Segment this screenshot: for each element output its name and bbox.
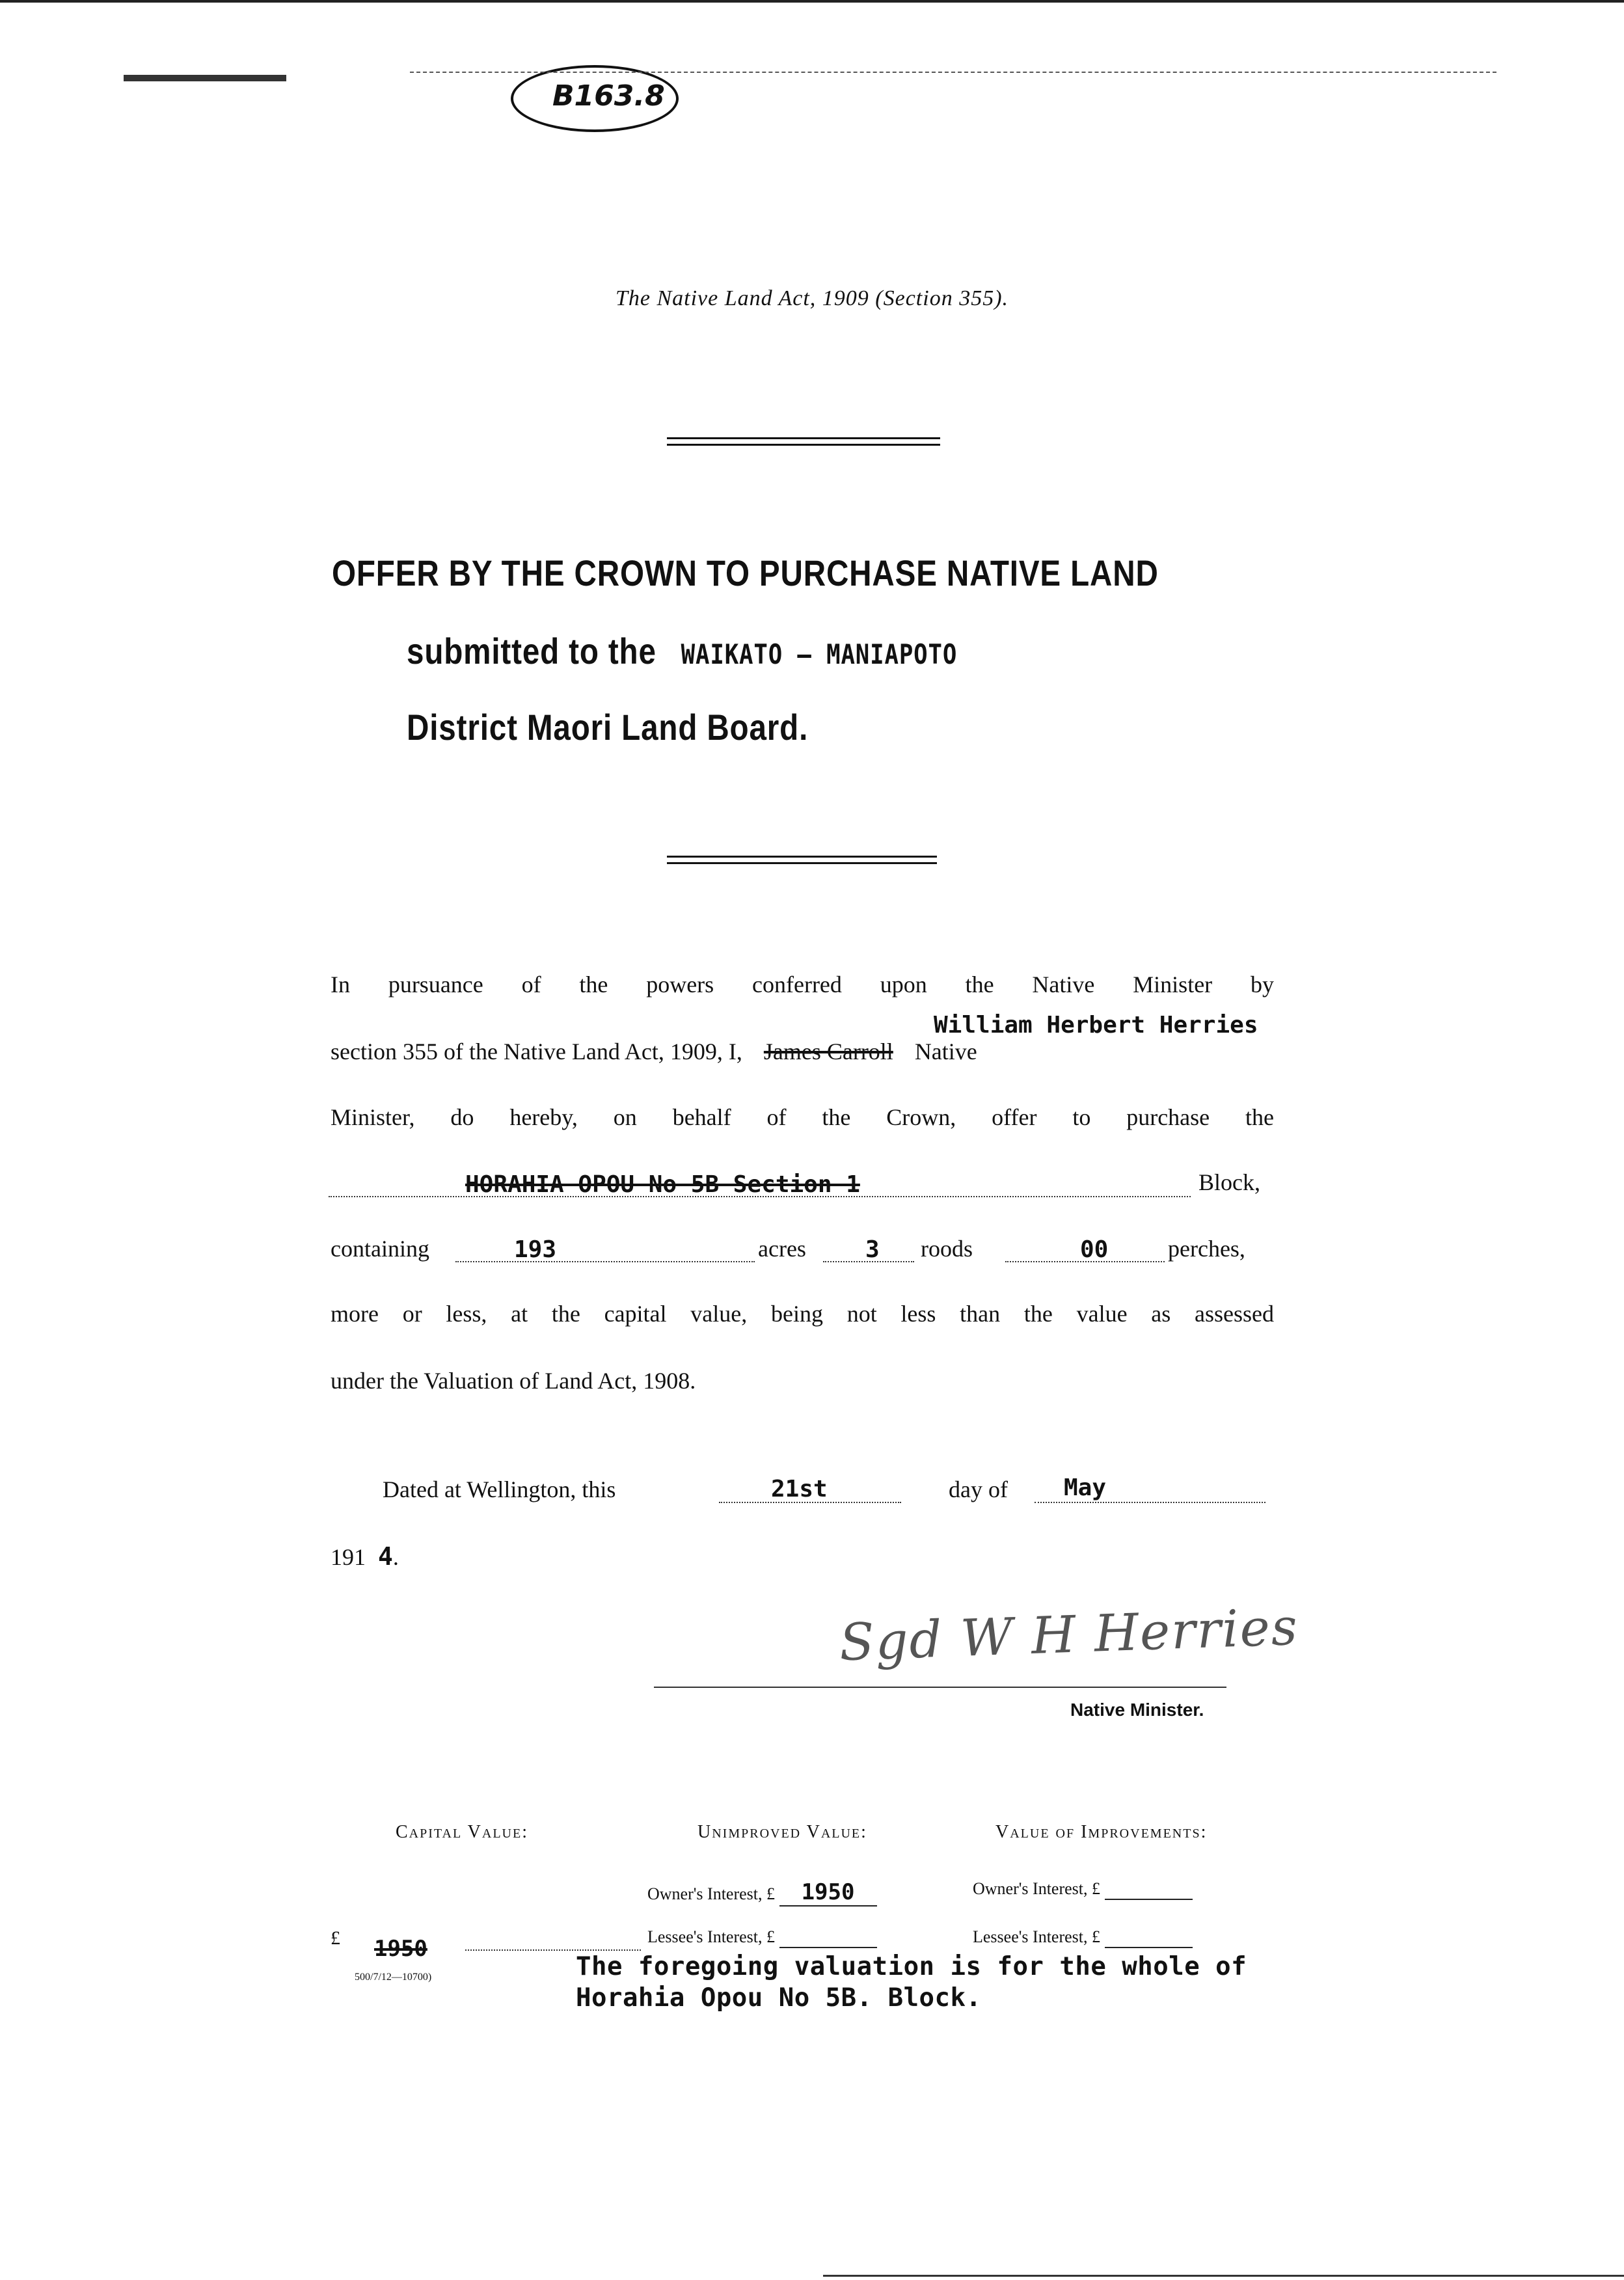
dated-prefix: Dated at Wellington, this	[383, 1476, 616, 1502]
improvements-lessees-interest	[973, 1927, 1193, 1948]
dated-month: May	[1064, 1474, 1107, 1501]
improvements-lessees-label: Lessee's Interest, £	[973, 1927, 1101, 1946]
submitted-to-line	[407, 630, 957, 672]
unimproved-owners-interest	[647, 1879, 877, 1907]
inserted-minister-name: William Herbert Herries	[934, 1012, 1258, 1038]
improvements-owners-label: Owner's Interest, £	[973, 1879, 1101, 1898]
body-line-2	[331, 1038, 977, 1065]
unimproved-lessees-label: Lessee's Interest, £	[647, 1927, 776, 1946]
year-digit: 4	[378, 1542, 393, 1571]
signature: Sgd W H Herries	[838, 1597, 1300, 1673]
body-line-6: under the Valuation of Land Act, 1908.	[331, 1368, 696, 1394]
acres-value: 193	[514, 1236, 557, 1263]
divider-top-1	[667, 437, 940, 439]
top-dashed-line	[410, 72, 1496, 73]
year-line	[331, 1542, 399, 1571]
month-underline	[1035, 1502, 1265, 1503]
body-line-2-text: section 355 of the Native Land Act, 1909, I,	[331, 1038, 742, 1065]
roods-value: 3	[865, 1236, 880, 1263]
year-prefix: 191	[331, 1544, 366, 1570]
capital-value-label: Capital Value:	[396, 1822, 528, 1842]
act-heading: The Native Land Act, 1909 (Section 355).	[615, 286, 1009, 310]
capital-value: 1950	[374, 1936, 427, 1962]
divider-mid-1	[667, 856, 937, 858]
unimproved-owners-label: Owner's Interest, £	[647, 1884, 776, 1903]
signatory-role: Native Minister.	[1070, 1700, 1204, 1720]
district-name: WAIKATO – MANIAPOTO	[681, 638, 958, 670]
roods-label: roods	[921, 1236, 973, 1262]
capital-value-underline	[465, 1949, 641, 1951]
unimproved-owners-value: 1950	[779, 1879, 877, 1907]
reference-number: B163.8	[552, 79, 665, 113]
body-line-2-end: Native	[914, 1038, 977, 1065]
unimproved-value-label: Unimproved Value:	[697, 1822, 867, 1842]
acres-label: acres	[758, 1236, 806, 1262]
body-line-1: In pursuance of the powers conferred upon the Native Minister by	[331, 971, 1274, 998]
document-title: OFFER BY THE CROWN TO PURCHASE NATIVE LAND	[332, 552, 1159, 593]
unimproved-lessees-blank	[779, 1927, 877, 1948]
top-scan-mark	[124, 75, 286, 81]
reference-number-stamp	[511, 65, 679, 132]
year-suffix: .	[392, 1544, 399, 1570]
capital-pound-sign: £	[331, 1927, 340, 1949]
body-line-3: Minister, do hereby, on behalf of the Crown, offer to purchase the	[331, 1104, 1274, 1130]
perches-label: perches,	[1168, 1236, 1245, 1262]
bottom-edge-line	[823, 2275, 1624, 2277]
valuation-note-line-2: Horahia Opou No 5B. Block.	[576, 1983, 982, 2013]
block-name: HORAHIA OPOU No 5B Section 1	[465, 1171, 860, 1198]
dated-day: 21st	[771, 1476, 828, 1502]
original-minister-name: James Carroll	[763, 1038, 893, 1065]
improvements-value-label: Value of Improvements:	[995, 1822, 1208, 1842]
board-name: District Maori Land Board.	[407, 707, 809, 748]
improvements-owners-blank	[1105, 1879, 1193, 1900]
containing-label: containing	[331, 1236, 429, 1262]
submitted-to-label: submitted to the	[407, 631, 656, 672]
perches-value: 00	[1080, 1236, 1109, 1263]
body-line-5: more or less, at the capital value, being not less than the value as assessed	[331, 1301, 1274, 1327]
top-edge-line	[0, 0, 1624, 3]
acres-underline	[455, 1261, 755, 1262]
improvements-lessees-blank	[1105, 1927, 1193, 1948]
valuation-note-line-1: The foregoing valuation is for the whole of	[576, 1952, 1247, 1981]
divider-top-2	[667, 444, 940, 446]
signature-line	[654, 1687, 1226, 1688]
form-code: 500/7/12—10700)	[355, 1972, 432, 1983]
day-of-label: day of	[949, 1476, 1008, 1502]
block-label: Block,	[1198, 1169, 1260, 1195]
improvements-owners-interest	[973, 1879, 1193, 1900]
unimproved-lessees-interest	[647, 1927, 877, 1948]
divider-mid-2	[667, 862, 937, 864]
